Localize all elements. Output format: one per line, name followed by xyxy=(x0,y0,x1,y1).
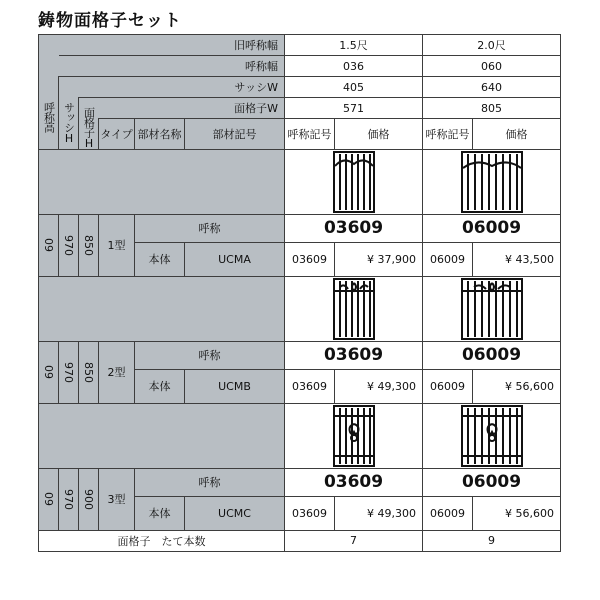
type1-part-code: UCMA xyxy=(185,242,285,276)
name-width-label: 呼称幅 xyxy=(99,56,285,77)
grille-w-2: 805 xyxy=(423,98,561,119)
type1-name-row xyxy=(39,214,561,242)
header-row-sash-w xyxy=(39,77,561,98)
type2-code-2-big: 06009 xyxy=(423,341,561,369)
col-name-height: 呼称高 xyxy=(42,101,56,132)
sash-w-2: 640 xyxy=(423,77,561,98)
type2-price-2: ¥ 56,600 xyxy=(473,369,561,403)
type1-price-1: ¥ 37,900 xyxy=(335,242,423,276)
type2-grille-h: 850 xyxy=(82,361,95,383)
type3-code-2: 06009 xyxy=(423,496,473,530)
type3-code-1-big: 03609 xyxy=(285,468,423,496)
header-row-name-width xyxy=(39,56,561,77)
page-title: 鋳物面格子セット xyxy=(38,11,182,31)
type3-image-row xyxy=(39,403,561,468)
header-row-grille-w xyxy=(39,98,561,119)
type1-image-row xyxy=(39,149,561,214)
header-row-columns xyxy=(39,119,561,150)
type3-name-label: 呼称 xyxy=(135,468,285,496)
grille-type2-large-image xyxy=(459,277,525,341)
type3-code-1: 03609 xyxy=(285,496,335,530)
type3-part-code: UCMC xyxy=(185,496,285,530)
type1-name-height: 09 xyxy=(42,238,55,252)
type2-price-1: ¥ 49,300 xyxy=(335,369,423,403)
type1-part-name: 本体 xyxy=(135,242,185,276)
type1-label: 1型 xyxy=(99,214,135,276)
type1-code-2-big: 06009 xyxy=(423,214,561,242)
col-part-name: 部材名称 xyxy=(135,119,185,150)
type2-part-name: 本体 xyxy=(135,369,185,403)
footer-count-2: 9 xyxy=(423,530,561,551)
type2-code-1: 03609 xyxy=(285,369,335,403)
grille-type3-small-image xyxy=(331,404,377,468)
type2-name-height: 09 xyxy=(42,365,55,379)
col-price-1: 価格 xyxy=(335,119,423,150)
footer-label: 面格子 たて本数 xyxy=(39,530,285,551)
grille-type3-large-image xyxy=(459,404,525,468)
type2-code-1-big: 03609 xyxy=(285,341,423,369)
type1-code-2: 06009 xyxy=(423,242,473,276)
type2-label: 2型 xyxy=(99,341,135,403)
name-width-2: 060 xyxy=(423,56,561,77)
footer-count-1: 7 xyxy=(285,530,423,551)
old-name-1: 1.5尺 xyxy=(285,35,423,56)
type1-price-2: ¥ 43,500 xyxy=(473,242,561,276)
type3-price-1: ¥ 49,300 xyxy=(335,496,423,530)
grille-type1-large-image xyxy=(459,150,525,214)
sash-w-1: 405 xyxy=(285,77,423,98)
col-code-2: 呼称記号 xyxy=(423,119,473,150)
grille-w-label: 面格子W xyxy=(99,98,285,119)
footer-row xyxy=(39,530,561,551)
col-grille-h: 面格子H xyxy=(82,106,96,149)
col-code-1: 呼称記号 xyxy=(285,119,335,150)
type1-grille-h: 850 xyxy=(82,234,95,256)
type1-code-1: 03609 xyxy=(285,242,335,276)
grille-type1-small-image xyxy=(331,150,377,214)
sash-w-label: サッシW xyxy=(99,77,285,98)
name-width-1: 036 xyxy=(285,56,423,77)
type2-code-2: 06009 xyxy=(423,369,473,403)
type2-name-row xyxy=(39,341,561,369)
type3-code-2-big: 06009 xyxy=(423,468,561,496)
type3-name-row xyxy=(39,468,561,496)
type2-sash-h: 970 xyxy=(62,361,75,383)
col-sash-h: サッシH xyxy=(62,101,76,144)
grille-w-1: 571 xyxy=(285,98,423,119)
type1-name-label: 呼称 xyxy=(135,214,285,242)
type2-part-code: UCMB xyxy=(185,369,285,403)
grille-spec-table xyxy=(38,34,561,552)
type3-sash-h: 970 xyxy=(62,488,75,510)
type3-grille-h: 900 xyxy=(82,488,95,510)
type3-label: 3型 xyxy=(99,468,135,530)
grille-type2-small-image xyxy=(331,277,377,341)
old-name-2: 2.0尺 xyxy=(423,35,561,56)
type1-code-1-big: 03609 xyxy=(285,214,423,242)
type3-part-name: 本体 xyxy=(135,496,185,530)
header-row-old-name xyxy=(39,35,561,56)
old-name-label: 旧呼称幅 xyxy=(99,35,285,56)
col-type: タイプ xyxy=(99,119,135,150)
col-price-2: 価格 xyxy=(473,119,561,150)
type2-name-label: 呼称 xyxy=(135,341,285,369)
col-part-code: 部材記号 xyxy=(185,119,285,150)
type2-image-row xyxy=(39,276,561,341)
type3-name-height: 09 xyxy=(42,492,55,506)
type3-price-2: ¥ 56,600 xyxy=(473,496,561,530)
type1-sash-h: 970 xyxy=(62,234,75,256)
